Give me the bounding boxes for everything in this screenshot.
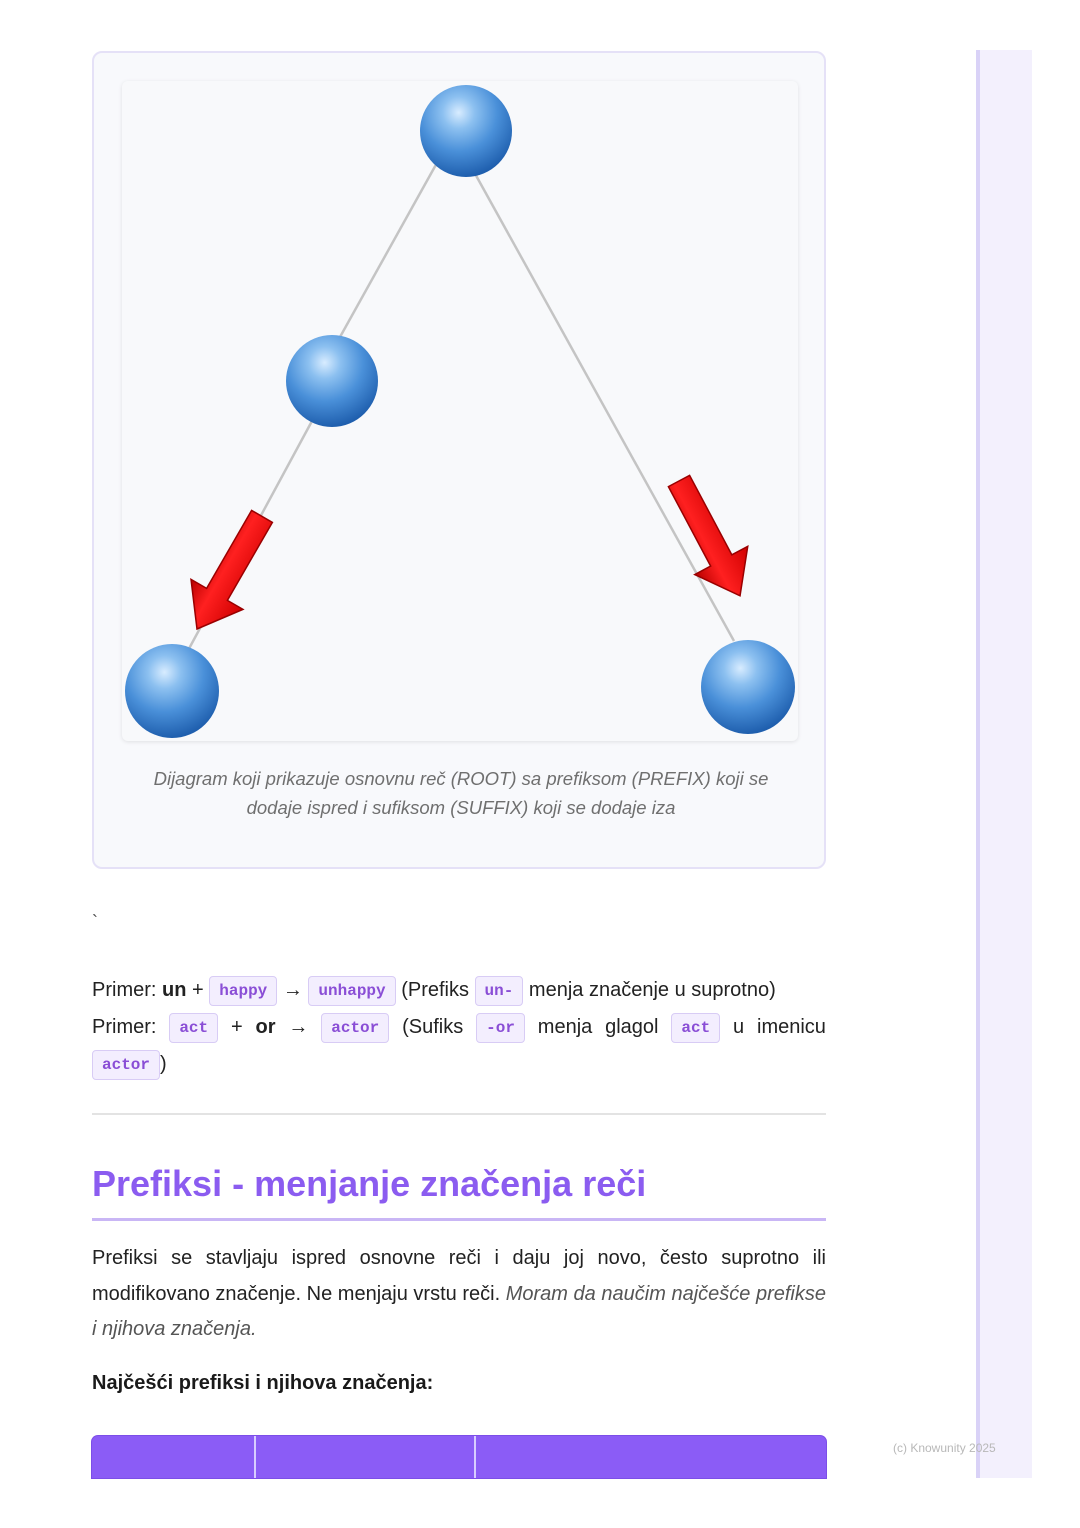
example-label: Primer: (92, 979, 157, 1001)
title-underline (92, 1218, 826, 1221)
code-un: un- (475, 976, 524, 1006)
section-title: Prefiksi - menjanje značenja reči (92, 1163, 647, 1204)
caption-line-1: Dijagram koji prikazuje osnovnu reč (ROOT) sa prefiksom (PREFIX) koji se (153, 768, 769, 789)
plus-sign: + (230, 1016, 243, 1038)
caption-line-2: dodaje ispred i sufiksom (SUFFIX) koji se dodaje iza (246, 797, 676, 818)
example-word: or (255, 1016, 276, 1038)
paragraph-italic: Moram da naučim najčešće prefikse i njihova značenja. (92, 1282, 827, 1340)
plus-sign: + (192, 979, 204, 1001)
right-red-arrow (653, 467, 767, 610)
paragraph-text: Prefiksi se stavljaju ispred osnovne reči i daju joj novo, često suprotno ili modifikovano značenje. Ne menjaju vrstu reči. (92, 1247, 826, 1305)
example-text: menja značenje u suprotno) (528, 979, 776, 1001)
code-act: act (169, 1013, 218, 1043)
diagram-image (122, 81, 798, 741)
example-text: u imenicu (733, 1016, 826, 1038)
example-prefix (92, 972, 826, 1008)
column-divider (254, 1436, 256, 1478)
suffix-node (701, 640, 795, 734)
close-paren: ) (160, 1053, 167, 1075)
column-divider (474, 1436, 476, 1478)
stray-character: ` (92, 912, 98, 932)
prefix-node (125, 644, 219, 738)
middle-node (286, 335, 378, 427)
edge-root-prefix (330, 161, 438, 355)
section-paragraph (92, 1241, 826, 1348)
copyright-text: (c) Knowunity 2025 (893, 1441, 996, 1455)
example-suffix-continued (92, 1046, 826, 1082)
table-heading: Najčešći prefiksi i njihova značenja: (92, 1372, 434, 1394)
arrow-sign: → (288, 1016, 309, 1038)
code-unhappy: unhappy (308, 976, 395, 1006)
edge-root-suffix (468, 161, 734, 641)
example-label: Primer: (92, 1016, 157, 1038)
right-sidebar (976, 50, 1032, 1478)
divider (92, 1113, 826, 1115)
example-text: menja glagol (537, 1016, 659, 1038)
example-text: (Sufiks (402, 1016, 464, 1038)
root-node (420, 85, 512, 177)
example-word: un (162, 979, 187, 1001)
code-actor: actor (321, 1013, 389, 1043)
root-prefix-suffix-diagram (122, 81, 798, 741)
diagram-figure (92, 51, 826, 869)
code-act: act (671, 1013, 720, 1043)
example-text: (Prefiks (401, 979, 469, 1001)
code-happy: happy (209, 976, 277, 1006)
code-or: -or (476, 1013, 525, 1043)
prefix-table-header (92, 1436, 826, 1478)
diagram-caption (114, 764, 808, 822)
example-suffix (92, 1009, 826, 1045)
left-red-arrow (171, 501, 288, 644)
code-actor: actor (92, 1050, 160, 1080)
arrow-sign: → (282, 979, 303, 1001)
